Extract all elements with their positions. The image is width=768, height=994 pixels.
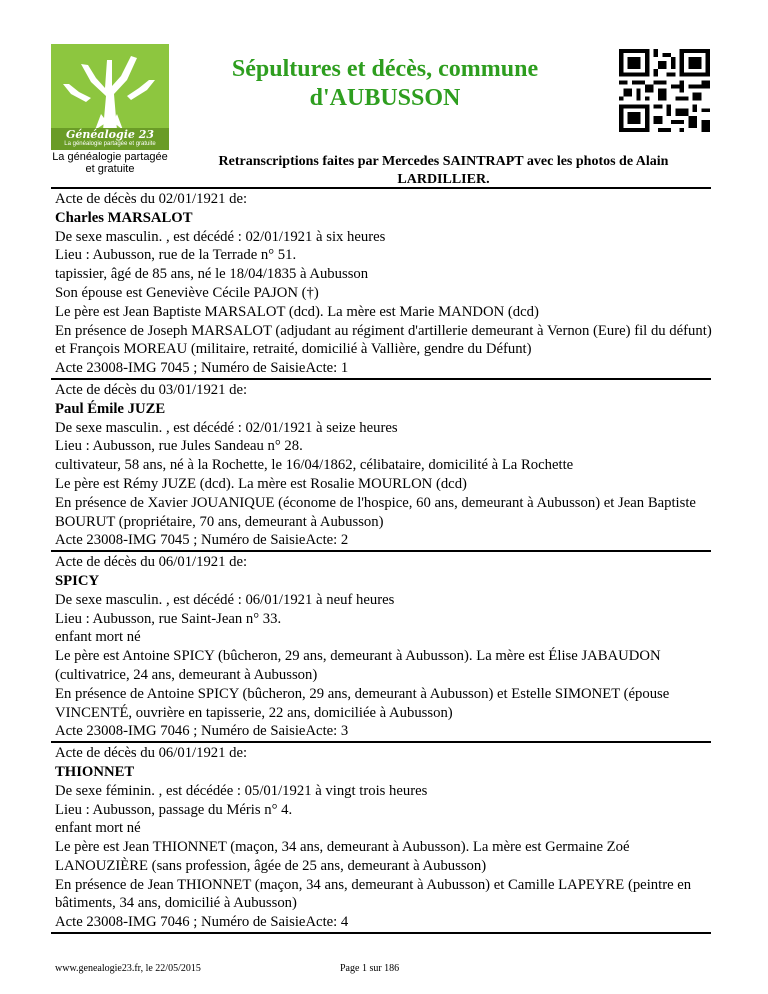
record-line: De sexe masculin. , est décédé : 02/01/1921 à seize heures (55, 419, 398, 436)
record-reference: Acte 23008-IMG 7045 ; Numéro de SaisieActe: 1 (55, 360, 349, 377)
record-heading: Acte de décès du 02/01/1921 de: (55, 191, 248, 207)
page-title: Sépultures et décès, commune d'AUBUSSON (231, 56, 539, 111)
record-separator (51, 550, 711, 552)
records-list (55, 190, 715, 935)
logo-subtitle: La généalogie partagée et gratuite (64, 141, 156, 147)
record-name: Paul Émile JUZE (55, 400, 166, 417)
record-line: Lieu : Aubusson, rue Saint-Jean n° 33. (55, 610, 282, 627)
qr-code-icon[interactable] (619, 49, 710, 132)
death-record (55, 744, 715, 934)
footer-site-date: www.genealogie23.fr, le 22/05/2015 (55, 963, 201, 974)
death-record (55, 553, 715, 743)
record-reference: Acte 23008-IMG 7046 ; Numéro de SaisieActe: 4 (55, 914, 349, 931)
record-separator (51, 741, 711, 743)
record-line: Le père est Jean THIONNET (maçon, 34 ans, demeurant à Aubusson). La mère est Germaine Zoé LANOUZIÈRE (sans profession, âgée de 25 ans, demeurant à Aubusson) (55, 839, 630, 874)
record-name: SPICY (55, 572, 100, 589)
record-separator (51, 932, 711, 934)
record-name: THIONNET (55, 763, 135, 780)
header-rule (51, 187, 711, 189)
record-line: enfant mort né (55, 820, 141, 837)
record-line: Le père est Rémy JUZE (dcd). La mère est Rosalie MOURLON (dcd) (55, 475, 467, 492)
record-heading: Acte de décès du 06/01/1921 de: (55, 745, 248, 762)
record-line: En présence de Jean THIONNET (maçon, 34 ans, demeurant à Aubusson) et Camille LAPEYRE (peintre en bâtiments, 34 ans, domicilié à Aubusson) (55, 876, 692, 912)
record-line: Le père est Jean Baptiste MARSALOT (dcd). La mère est Marie MANDON (dcd) (55, 303, 539, 320)
record-line: De sexe féminin. , est décédée : 05/01/1921 à vingt trois heures (55, 782, 428, 799)
record-heading: Acte de décès du 06/01/1921 de: (55, 554, 248, 571)
death-record (55, 190, 715, 380)
tree-logo-icon (51, 44, 169, 130)
logo-tagline: La généalogie partagée et gratuite (52, 151, 168, 175)
logo-name: Généalogie 23 (65, 128, 155, 141)
record-line: cultivateur, 58 ans, né à la Rochette, le 16/04/1862, célibataire, domicilité à La Rochette (55, 457, 574, 474)
record-line: Lieu : Aubusson, rue Jules Sandeau n° 28. (55, 438, 303, 455)
record-heading: Acte de décès du 03/01/1921 de: (55, 381, 248, 398)
record-line: Lieu : Aubusson, rue de la Terrade n° 51. (55, 247, 297, 264)
record-separator (51, 378, 711, 380)
record-line: tapissier, âgé de 85 ans, né le 18/04/1835 à Aubusson (55, 266, 369, 283)
record-line: De sexe masculin. , est décédé : 06/01/1921 à neuf heures (55, 591, 395, 608)
record-line: En présence de Xavier JOUANIQUE (économe de l'hospice, 60 ans, demeurant à Aubusson) et Jean Baptiste BOURUT (propriétaire, 70 ans, demeurant à Aubusson) (55, 494, 696, 530)
genealogie23-logo (51, 44, 169, 176)
record-line: Lieu : Aubusson, passage du Méris n° 4. (55, 801, 293, 818)
record-line: enfant mort né (55, 629, 141, 646)
record-name: Charles MARSALOT (55, 209, 193, 226)
record-line: Le père est Antoine SPICY (bûcheron, 29 ans, demeurant à Aubusson). La mère est Élise JABAUDON (cultivatrice, 24 ans, demeurant à Aubusson) (55, 648, 661, 683)
record-line: De sexe masculin. , est décédé : 02/01/1921 à six heures (55, 228, 386, 245)
record-reference: Acte 23008-IMG 7046 ; Numéro de SaisieActe: 3 (55, 723, 349, 740)
footer-page-number: Page 1 sur 186 (340, 963, 400, 974)
record-line: En présence de Antoine SPICY (bûcheron, 29 ans, demeurant à Aubusson) et Estelle SIMONET (épouse VINCENTÉ, ouvrière en tapisserie, 22 ans, domiciliée à Aubusson) (55, 685, 670, 721)
record-line: Son épouse est Geneviève Cécile PAJON (†) (55, 284, 319, 301)
record-reference: Acte 23008-IMG 7045 ; Numéro de SaisieActe: 2 (55, 532, 349, 549)
death-record (55, 381, 715, 552)
transcription-credit: Retranscriptions faites par Mercedes SAINTRAPT avec les photos de Alain LARDILLIER. (218, 154, 669, 187)
record-line: En présence de Joseph MARSALOT (adjudant au régiment d'artillerie demeurant à Vernon (Eure) fil du défunt) et François MOREAU (militaire, retraité, domicilié à Vallière, gendre du Défunt) (55, 322, 712, 358)
